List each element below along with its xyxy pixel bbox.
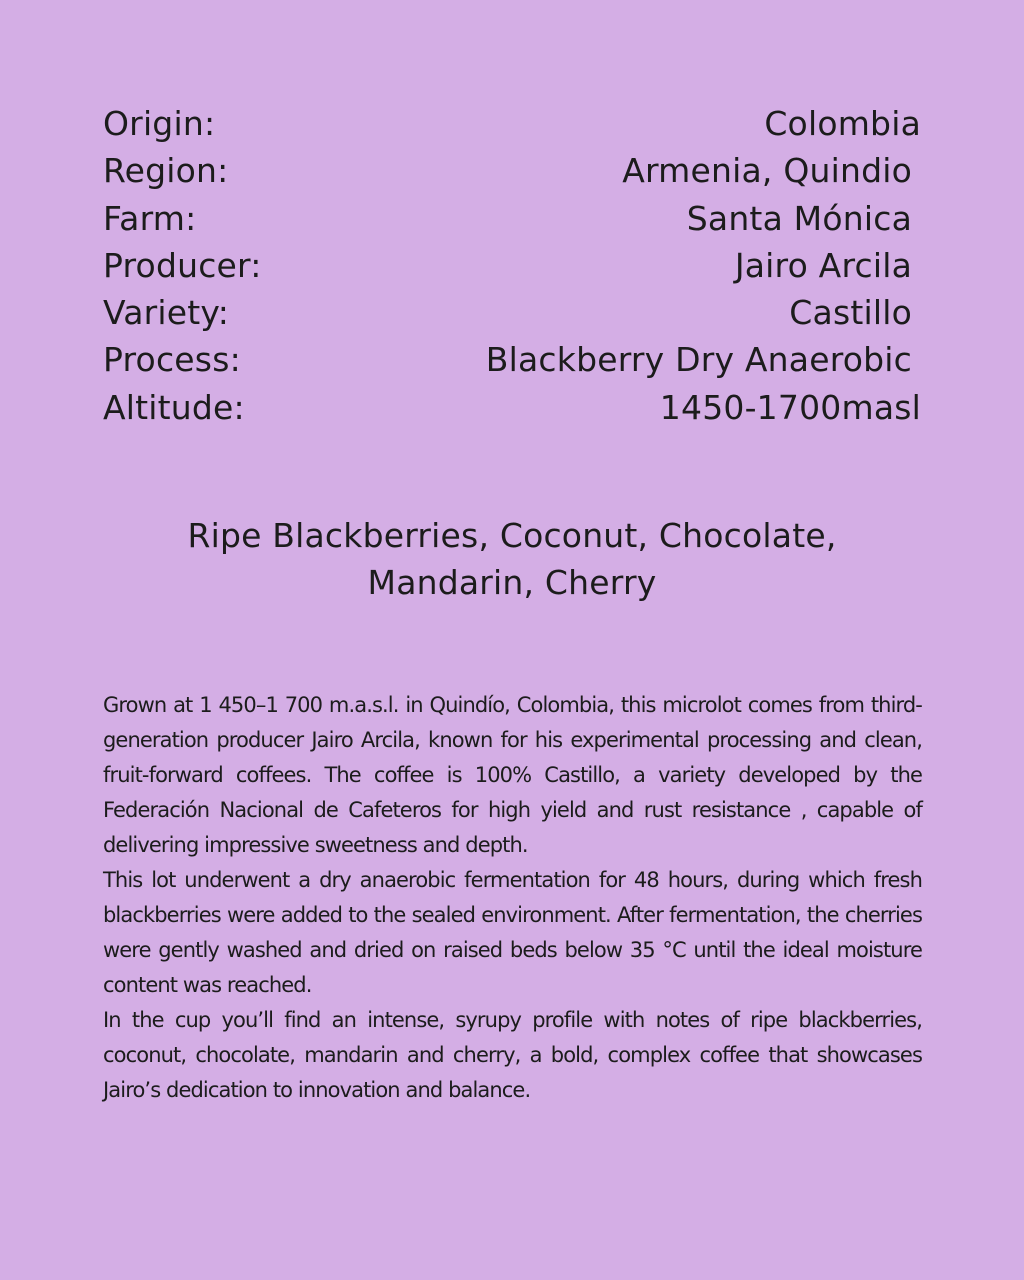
spec-value-process: Blackberry Dry Anaerobic — [485, 340, 912, 380]
spec-row-farm — [103, 195, 921, 242]
spec-row-variety — [103, 289, 921, 336]
tasting-notes-line-1: Ripe Blackberries, Coconut, Chocolate, — [187, 516, 837, 555]
spec-label-process: Process: — [103, 340, 241, 380]
spec-value-altitude: 1450-1700masl — [659, 387, 921, 427]
spec-value-region: Armenia, Quindio — [622, 151, 912, 191]
coffee-specs — [103, 100, 921, 431]
spec-value-farm: Santa Mónica — [686, 198, 912, 238]
spec-row-origin — [103, 100, 921, 147]
spec-label-region: Region: — [103, 151, 229, 191]
spec-label-altitude: Altitude: — [103, 387, 245, 427]
spec-label-origin: Origin: — [103, 104, 216, 143]
coffee-description — [103, 688, 922, 1108]
spec-row-process — [103, 336, 921, 383]
spec-value-variety: Castillo — [789, 293, 912, 333]
tasting-notes-line-2: Mandarin, Cherry — [367, 563, 657, 602]
tasting-notes — [103, 512, 921, 606]
spec-row-region — [103, 147, 921, 194]
spec-row-producer — [103, 242, 921, 289]
description-paragraph-2: This lot underwent a dry anaerobic fermentation for 48 hours, during which fresh blackberries were added to the sealed environment. After fermentation, the cherries were gently washed and dried on raised beds below 35 °C until the ideal moisture content was reached. — [103, 868, 922, 997]
spec-value-producer: Jairo Arcila — [734, 245, 912, 285]
spec-label-farm: Farm: — [103, 198, 197, 238]
description-paragraph-1: Grown at 1 450–1 700 m.a.s.l. in Quindío, Colombia, this microlot comes from third-generation producer Jairo Arcila, known for his experimental processing and clean, fruit-forward coffees. The coffee is 100% Castillo, a variety developed by the Federación Nacional de Cafeteros for high yield and rust resistance , capable of delivering impressive sweetness and depth. — [103, 693, 922, 857]
spec-row-altitude — [103, 384, 921, 431]
spec-label-variety: Variety: — [103, 293, 230, 333]
spec-value-origin: Colombia — [764, 104, 921, 143]
description-paragraph-3: In the cup you’ll find an intense, syrupy profile with notes of ripe blackberries, coconut, chocolate, mandarin and cherry, a bold, complex coffee that showcases Jairo’s dedication to innovation and balance. — [103, 1008, 922, 1102]
spec-label-producer: Producer: — [103, 245, 262, 285]
